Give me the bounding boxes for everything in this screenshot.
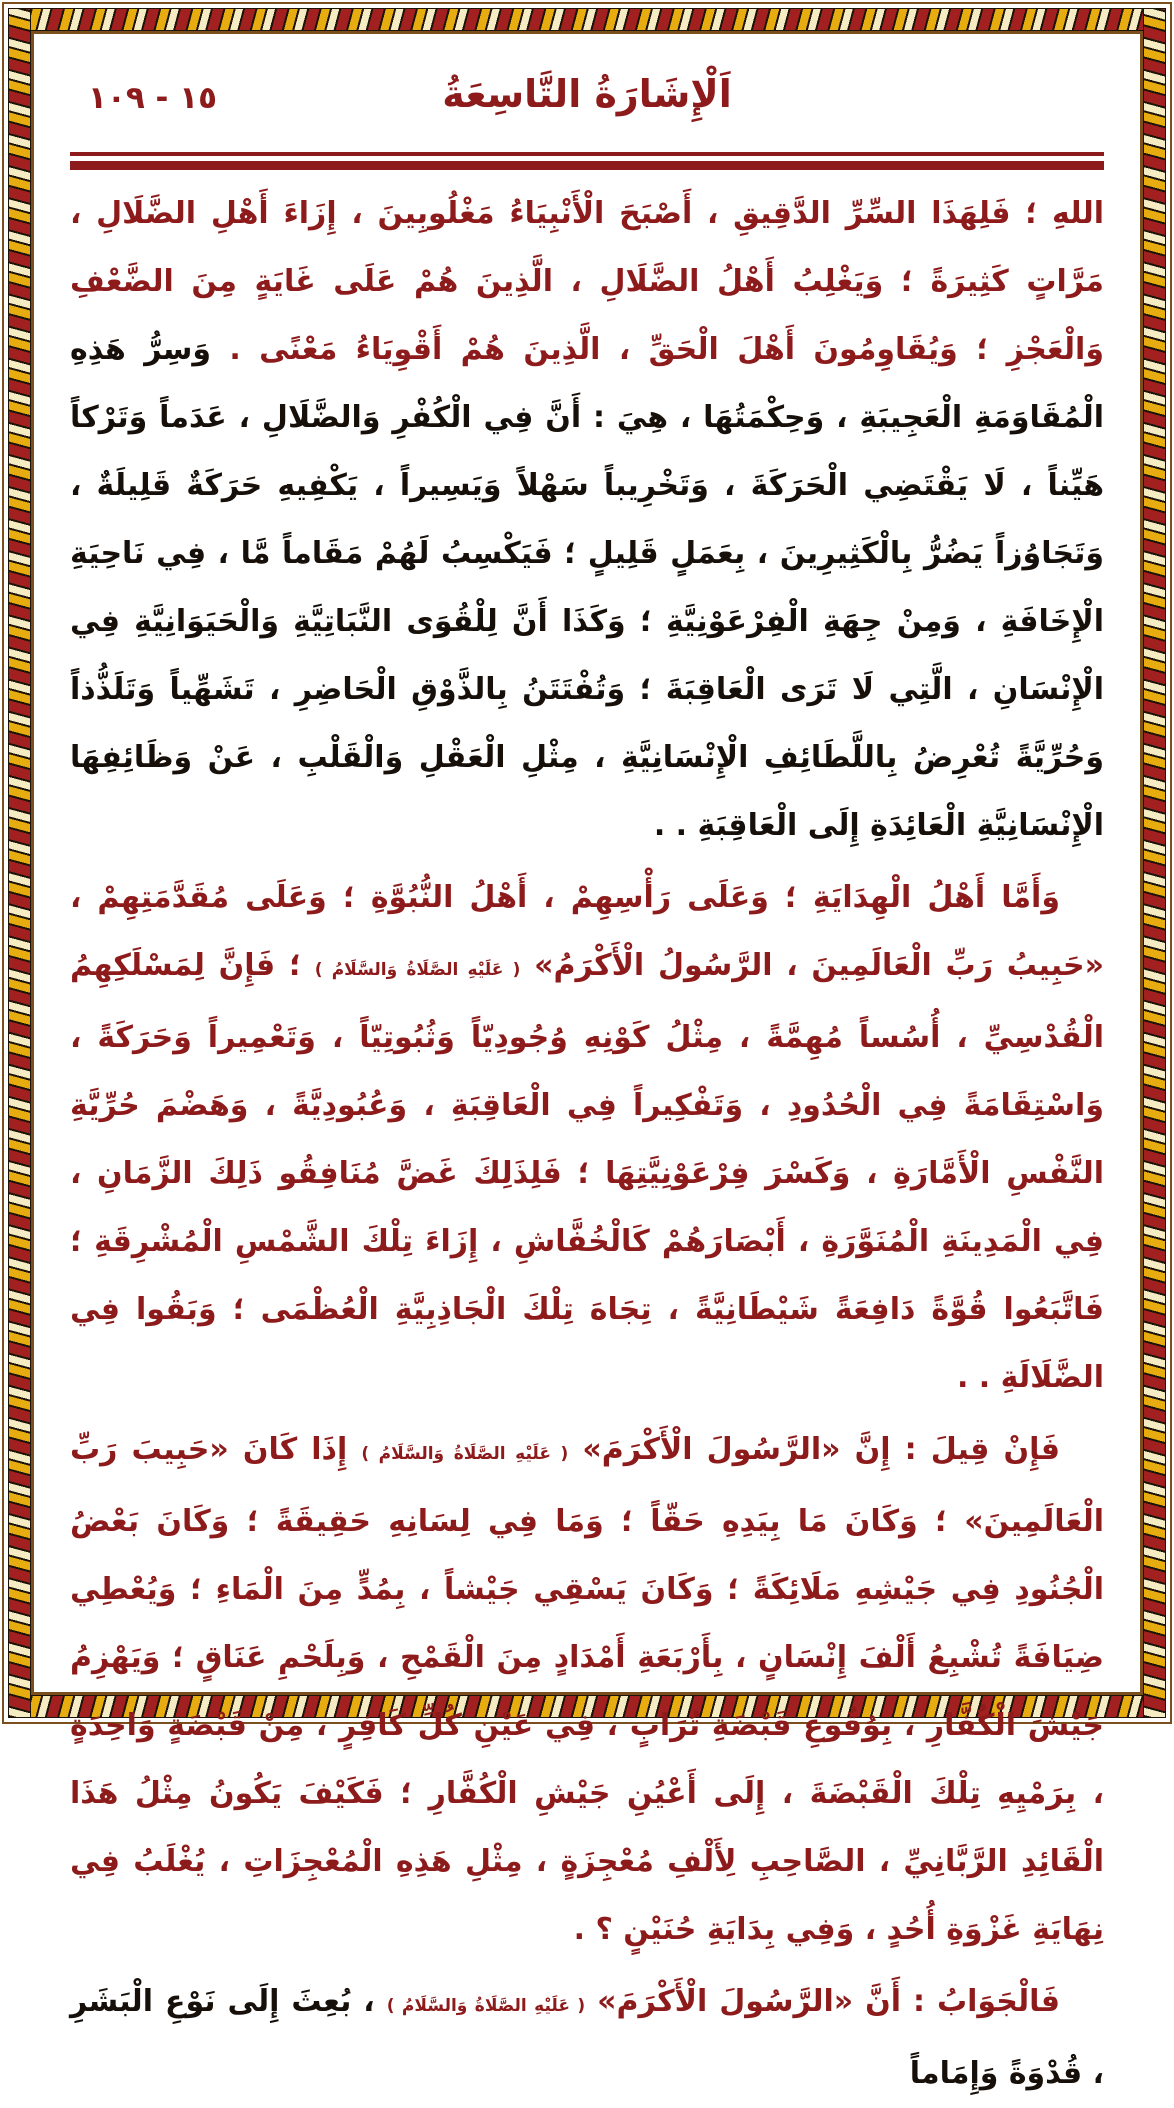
frame-band-top: [8, 8, 1166, 31]
paragraph: [70, 864, 1104, 1412]
text-run: ، بُعِثَ إِلَى نَوْعِ الْبَشَرِ ، قُدْوَةً وَإِمَاماً: [70, 1984, 1104, 2091]
text-run: فَالْجَوَابُ : أَنَّ «الرَّسُولَ الْأَكْرَمَ»: [585, 1984, 1060, 2019]
text-run: اللهِ ؛ فَلِهَذَا السِّرِّ الدَّقِيقِ ، أَصْبَحَ الْأَنْبِيَاءُ مَغْلُوبِينَ ، إِزَاءَ أَهْلِ الضَّلَالِ ، مَرَّاتٍ كَثِيرَةً ؛ وَيَغْلِبُ أَهْلُ الضَّلَالِ ، الَّذِينَ هُمْ عَلَى غَايَةٍ مِنَ الضَّعْفِ وَالْعَجْزِ ؛ وَيُقَاوِمُونَ أَهْلَ الْحَقِّ ، الَّذِينَ هُمْ أَقْوِيَاءُ مَعْنًى .: [70, 196, 1104, 367]
salawat-seal: ( عَلَيْهِ الصَّلَاةُ وَالسَّلَامُ ): [361, 1444, 569, 1464]
text-run: فَإِنْ قِيلَ : إِنَّ «الرَّسُولَ الْأَكْرَمَ»: [568, 1432, 1060, 1467]
frame-band-left: [8, 8, 31, 1718]
text-run: وَسِرُّ هَذِهِ الْمُقَاوَمَةِ الْعَجِيبَةِ ، وَحِكْمَتُهَا ، هِيَ : أَنَّ فِي الْكُفْرِ وَالضَّلَالِ ، عَدَماً وَتَرْكاً هَيِّناً ، لَا يَقْتَضِي الْحَرَكَةَ ، وَتَخْرِيباً سَهْلاً وَيَسِيراً ، يَكْفِيهِ حَرَكَةٌ قَلِيلَةٌ ، وَتَجَاوُزاً يَضُرُّ بِالْكَثِيرِينَ ، بِعَمَلٍ قَلِيلٍ ؛ فَيَكْسِبُ لَهُمْ مَقَاماً مَّا ، فِي نَاحِيَةِ الْإِخَافَةِ ، وَمِنْ جِهَةِ الْفِرْعَوْنِيَّةِ ؛ وَكَذَا أَنَّ لِلْقُوَى النَّبَاتِيَّةِ وَالْحَيَوَانِيَّةِ فِي الْإِنْسَانِ ، الَّتِي لَا تَرَى الْعَاقِبَةَ ؛ وَتُفْتَتَنُ بِالذَّوْقِ الْحَاضِرِ ، تَشَهِّياً وَتَلَذُّذاً وَحُرِّيَّةً تُعْرِضُ بِاللَّطَائِفِ الْإِنْسَانِيَّةِ ، مِثْلِ الْعَقْلِ وَالْقَلْبِ ، عَنْ وَظَائِفِهَا الْإِنْسَانِيَّةِ الْعَائِدَةِ إِلَى الْعَاقِبَةِ . .: [70, 332, 1104, 843]
paragraph: [70, 1416, 1104, 1964]
title-divider-thick: [70, 161, 1104, 170]
text-run: ؛ فَإِنَّ لِمَسْلَكِهِمُ الْقُدْسِيِّ ، أُسُساً مُهِمَّةً ، مِثْلُ كَوْنِهِ وُجُودِيّاً وَثُبُوتِيّاً ، وَتَعْمِيراً وَحَرَكَةً ، وَاسْتِقَامَةً فِي الْحُدُودِ ، وَتَفْكِيراً فِي الْعَاقِبَةِ ، وَعُبُودِيَّةً ، وَهَضْمَ حُرِّيَّةِ النَّفْسِ الْأَمَّارَةِ ، وَكَسْرَ فِرْعَوْنِيَّتِهَا ؛ فَلِذَلِكَ غَضَّ مُنَافِقُو ذَلِكَ الزَّمَانِ ، فِي الْمَدِينَةِ الْمُنَوَّرَةِ ، أَبْصَارَهُمْ كَالْخُفَّاشِ ، إِزَاءَ تِلْكَ الشَّمْسِ الْمُشْرِقَةِ ؛ فَاتَّبَعُوا قُوَّةً دَافِعَةً شَيْطَانِيَّةً ، تِجَاهَ تِلْكَ الْجَاذِبِيَّةِ الْعُظْمَى ؛ وَبَقُوا فِي الضَّلَالَةِ . .: [70, 948, 1104, 1395]
frame-band-right: [1143, 8, 1166, 1718]
paragraph: [70, 1968, 1104, 2108]
paragraph: [70, 180, 1104, 860]
salawat-seal: ( عَلَيْهِ الصَّلَاةُ وَالسَّلَامُ ): [386, 1996, 586, 2016]
text-run: وَأَمَّا أَهْلُ الْهِدَايَةِ ؛ وَعَلَى رَأْسِهِمْ ، أَهْلُ النُّبُوَّةِ ؛ وَعَلَى مُقَدَّمَتِهِمْ ، «حَبِيبُ رَبِّ الْعَالَمِينَ ، الرَّسُولُ الْأَكْرَمُ»: [70, 880, 1104, 983]
page-title: اَلْإِشَارَةُ التَّاسِعَةُ: [442, 72, 732, 116]
salawat-seal: ( عَلَيْهِ الصَّلَاةُ وَالسَّلَامُ ): [314, 960, 521, 980]
page-number: ١٥ - ١٠٩: [88, 80, 218, 116]
title-divider-thin: [70, 152, 1104, 156]
page-header: [70, 64, 1104, 142]
body-text: [70, 180, 1104, 2108]
page-content: [36, 36, 1138, 2091]
text-run: إِذَا كَانَ «حَبِيبَ رَبِّ الْعَالَمِينَ» ؛ وَكَانَ مَا بِيَدِهِ حَقّاً ؛ وَمَا فِي لِسَانِهِ حَقِيقَةً ؛ وَكَانَ بَعْضُ الْجُنُودِ فِي جَيْشِهِ مَلَائِكَةً ؛ وَكَانَ يَسْقِي جَيْشاً ، بِمُدٍّ مِنَ الْمَاءِ ؛ وَيُعْطِي ضِيَافَةً تُشْبِعُ أَلْفَ إِنْسَانٍ ، بِأَرْبَعَةِ أَمْدَادٍ مِنَ الْقَمْحِ ، وَبِلَحْمِ عَنَاقٍ ؛ وَيَهْزِمُ جَيْشَ الْكُفَّارِ ، بِوُقُوعِ قَبْضَةِ تُرَابٍ ، فِي عَيْنِ كُلِّ كَافِرٍ ، مِنْ قَبْضَةٍ وَاحِدَةٍ ، بِرَمْيِهِ تِلْكَ الْقَبْضَةَ ، إِلَى أَعْيُنِ جَيْشِ الْكُفَّارِ ؛ فَكَيْفَ يَكُونُ مِثْلُ هَذَا الْقَائِدِ الرَّبَّانِيِّ ، الصَّاحِبِ لِأَلْفِ مُعْجِزَةٍ ، مِثْلِ هَذِهِ الْمُعْجِزَاتِ ، يُغْلَبُ فِي نِهَايَةِ غَزْوَةِ أُحُدٍ ، وَفِي بِدَايَةِ حُنَيْنٍ ؟ .: [70, 1432, 1104, 1947]
